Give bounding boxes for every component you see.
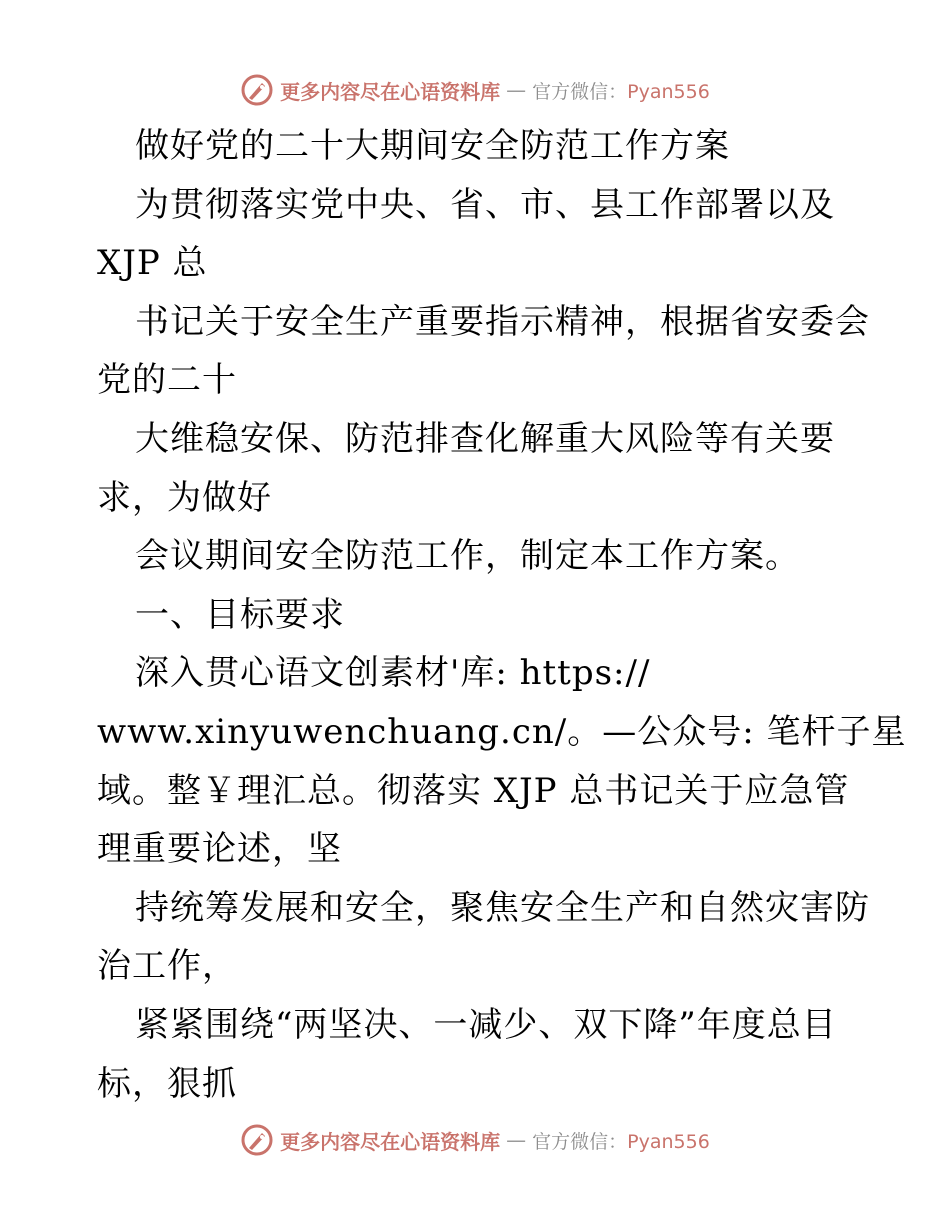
watermark-contact-id: Pyan556 [627,1130,710,1153]
doc-line: 书记关于安全生产重要指示精神，根据省安委会 [135,301,870,342]
watermark-contact-id: Pyan556 [627,80,710,103]
doc-line: 域。整￥理汇总。彻落实 XJP 总书记关于应急管 [97,770,850,811]
doc-line: XJP 总 [97,243,208,284]
doc-line: 紧紧围绕“两坚决、一减少、双下降”年度总目 [135,1004,837,1045]
doc-line: 持统筹发展和安全，聚焦安全生产和自然灾害防 [135,887,870,928]
doc-line: 治工作， [97,946,237,987]
watermark-text: 更多内容尽在心语资料库 [280,79,501,104]
watermark-contact [532,77,710,104]
watermark-dash: — [506,78,527,102]
doc-line: 深入贯心语文创素材'库: https:// [135,653,651,694]
doc-line: 会议期间安全防范工作，制定本工作方案。 [135,536,800,577]
pen-nib-logo-icon [240,73,274,107]
watermark-dash: — [506,1128,527,1152]
doc-line: www.xinyuwenchuang.cn/。—公众号: 笔杆子星 [97,711,907,752]
watermark-text: 更多内容尽在心语资料库 [280,1129,501,1154]
pen-nib-logo-icon [240,1123,274,1157]
section-heading: 一、目标要求 [135,594,345,635]
doc-line: 标，狠抓 [97,1063,237,1104]
doc-line: 为贯彻落实党中央、省、市、县工作部署以及 [135,184,835,225]
watermark-contact-label: 官方微信： [532,80,628,103]
footer-watermark [0,1120,950,1160]
header-watermark [0,70,950,110]
doc-line: 求，为做好 [97,477,272,518]
watermark-contact [532,1127,710,1154]
document-body [97,117,907,1113]
doc-line: 理重要论述，坚 [97,829,342,870]
doc-title: 做好党的二十大期间安全防范工作方案 [135,126,730,166]
doc-line: 大维稳安保、防范排查化解重大风险等有关要 [135,418,835,459]
watermark-contact-label: 官方微信： [532,1130,628,1153]
doc-line: 党的二十 [97,360,237,401]
